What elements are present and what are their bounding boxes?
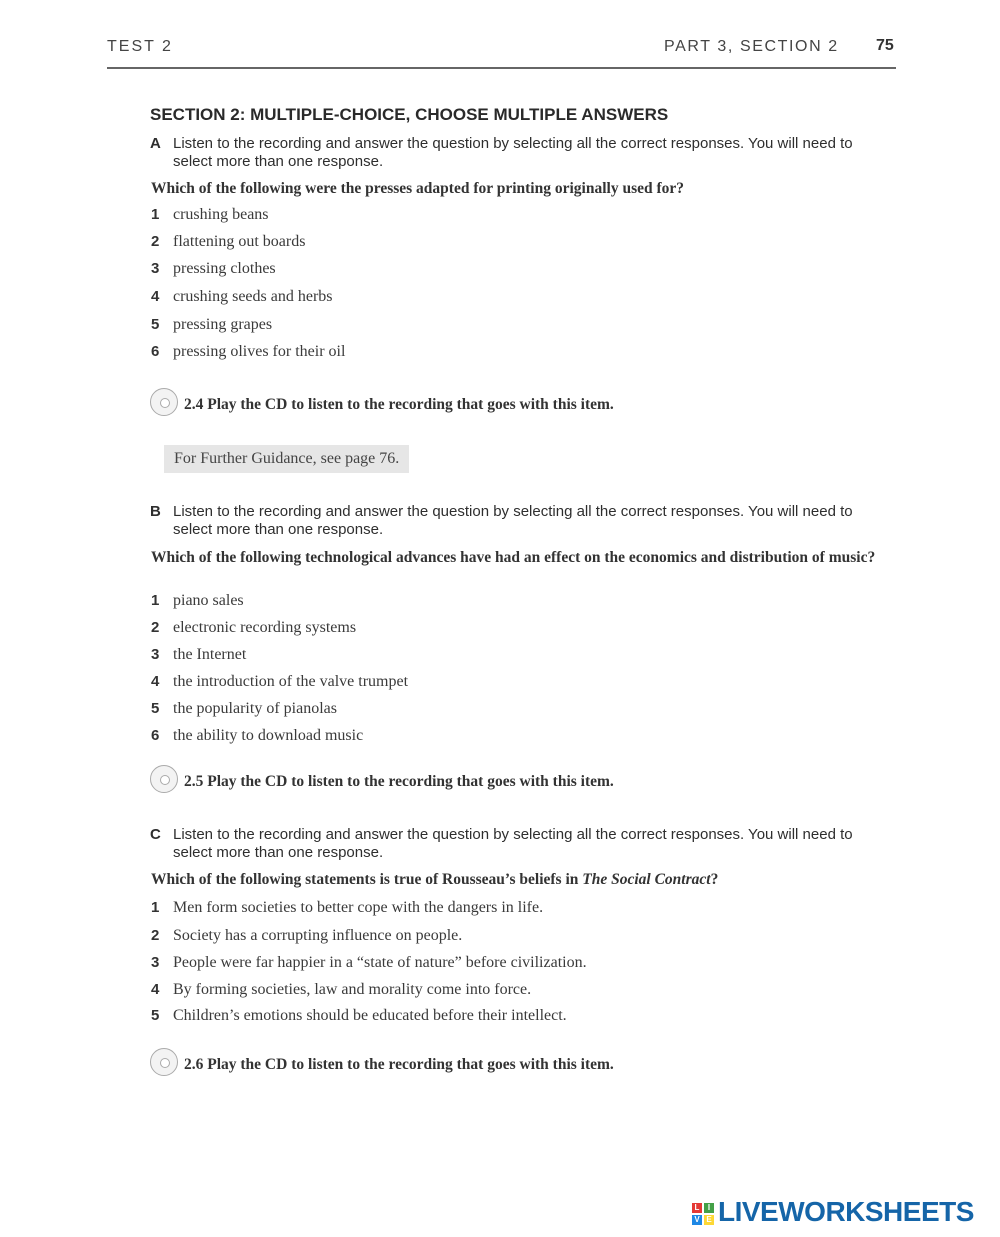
option-number: 1 (151, 206, 160, 223)
option-number: 3 (151, 646, 160, 663)
cd-icon (150, 765, 178, 793)
option-number: 5 (151, 700, 160, 717)
part-letter-a: A (150, 135, 161, 152)
option-number: 6 (151, 343, 160, 360)
option-text: Children’s emotions should be educated before their intellect. (173, 1007, 567, 1024)
part-letter-b: B (150, 503, 161, 520)
option-text: crushing beans (173, 206, 269, 223)
option-number: 3 (151, 260, 160, 277)
logo-text: LIVEWORKSHEETS (718, 1196, 974, 1227)
cd-prompt-c (150, 1048, 750, 1078)
header-test-label: TEST 2 (107, 38, 173, 55)
question-a: Which of the following were the presses adapted for printing originally used for? (151, 180, 685, 197)
option-number: 2 (151, 233, 160, 250)
option-text: the Internet (173, 646, 247, 663)
option-text: By forming societies, law and morality come into force. (173, 981, 532, 998)
cd-icon (150, 1048, 178, 1076)
option-number: 4 (151, 981, 160, 998)
question-c-title: The Social Contract (582, 871, 711, 888)
option-text: the introduction of the valve trumpet (173, 673, 409, 690)
option-number: 4 (151, 288, 160, 305)
option-text: pressing olives for their oil (173, 343, 346, 360)
option-number: 2 (151, 927, 160, 944)
logo-letter-i: I (704, 1203, 714, 1213)
logo-letter-l: L (692, 1203, 702, 1213)
instruction-c (150, 826, 890, 862)
option-number: 2 (151, 619, 160, 636)
logo-letter-v: V (692, 1215, 702, 1225)
instruction-b (150, 503, 890, 539)
option-text: flattening out boards (173, 233, 306, 250)
part-letter-c: C (150, 826, 161, 843)
cd-prompt-a (150, 388, 750, 418)
question-c-suffix: ? (710, 871, 719, 888)
cd-prompt-text: 2.6 Play the CD to listen to the recording that goes with this item. (184, 1056, 614, 1073)
header-divider (107, 67, 896, 69)
option-text: Society has a corrupting influence on people. (173, 927, 463, 944)
option-text: pressing grapes (173, 316, 273, 333)
option-text: the popularity of pianolas (173, 700, 337, 717)
instruction-text-c: Listen to the recording and answer the question by selecting all the correct responses. You will need to select more than one response. (173, 826, 853, 861)
logo-letter-e: E (704, 1215, 714, 1225)
option-number: 5 (151, 1007, 160, 1024)
question-c-prefix: Which of the following statements is true of Rousseau’s beliefs in (151, 871, 583, 888)
section-title: SECTION 2: MULTIPLE-CHOICE, CHOOSE MULTIPLE ANSWERS (150, 105, 669, 124)
option-text: the ability to download music (173, 727, 364, 744)
logo-grid-icon (692, 1203, 714, 1225)
instruction-a (150, 135, 890, 171)
liveworksheets-logo[interactable] (692, 1196, 992, 1230)
option-text: electronic recording systems (173, 619, 357, 636)
cd-prompt-text: 2.4 Play the CD to listen to the recording that goes with this item. (184, 396, 614, 413)
option-text: piano sales (173, 592, 244, 609)
option-number: 1 (151, 899, 160, 916)
cd-prompt-b (150, 765, 750, 795)
option-number: 6 (151, 727, 160, 744)
option-text: pressing clothes (173, 260, 276, 277)
page-number: 75 (876, 37, 894, 54)
option-number: 5 (151, 316, 160, 333)
cd-icon (150, 388, 178, 416)
header-section-label: PART 3, SECTION 2 (664, 38, 839, 55)
option-number: 1 (151, 592, 160, 609)
further-guidance-box: For Further Guidance, see page 76. (164, 445, 409, 473)
option-number: 3 (151, 954, 160, 971)
cd-prompt-text: 2.5 Play the CD to listen to the recording that goes with this item. (184, 773, 614, 790)
question-b: Which of the following technological advances have had an effect on the economics and distribution of music? (151, 549, 876, 566)
option-text: Men form societies to better cope with the dangers in life. (173, 899, 544, 916)
option-number: 4 (151, 673, 160, 690)
question-c (151, 871, 901, 889)
instruction-text-b: Listen to the recording and answer the question by selecting all the correct responses. You will need to select more than one response. (173, 503, 853, 538)
option-text: crushing seeds and herbs (173, 288, 333, 305)
instruction-text-a: Listen to the recording and answer the question by selecting all the correct responses. You will need to select more than one response. (173, 135, 853, 170)
option-text: People were far happier in a “state of nature” before civilization. (173, 954, 587, 971)
